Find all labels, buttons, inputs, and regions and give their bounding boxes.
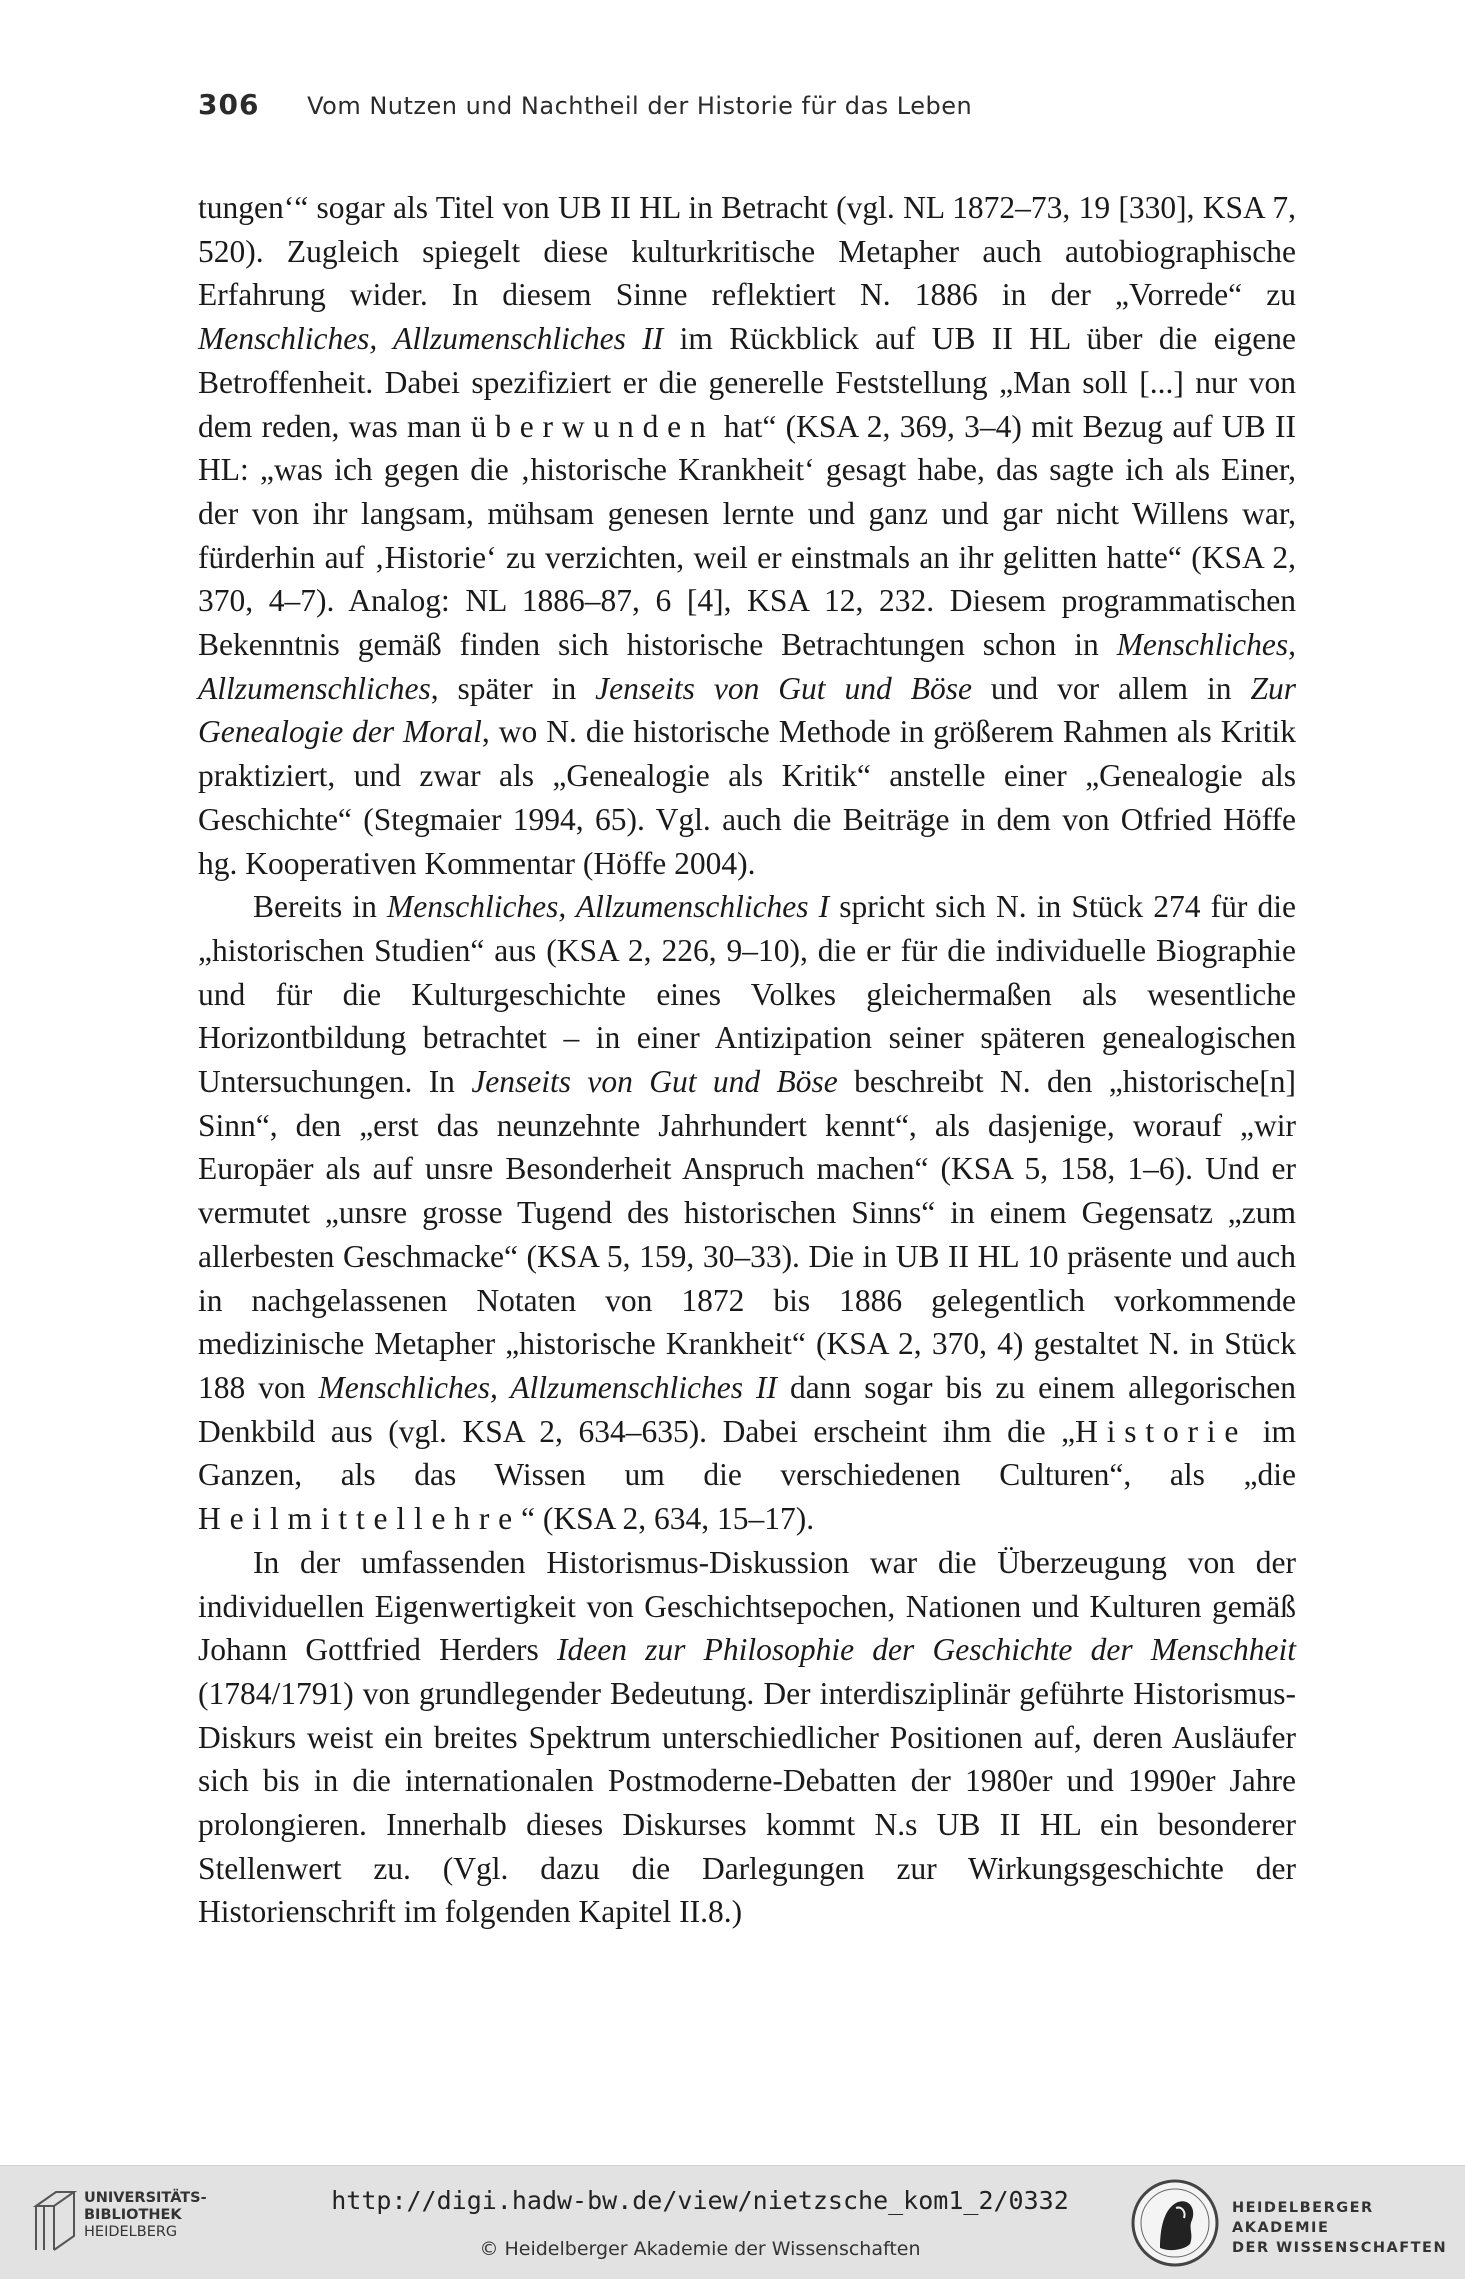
spaced-emphasis: Historie <box>1075 1413 1248 1449</box>
text-run: beschreibt N. den „historische[n] Sinn“, den „erst das neunzehnte Jahrhundert kennt“, als dasjenige, worauf „wir Europäer als auf unsre Besonderheit Anspruch machen“ (KSA 5, 158, 1–6). Und er vermutet „unsre grosse Tugend des historischen Sinns“ in einem Gegensatz „zum allerbesten Geschmacke“ (KSA 5, 159, 30–33). Die in UB II HL 10 präsente und auch in nachgelassenen Notaten von 1872 bis 1886 gelegentlich vorkommende medizinische Metapher „historische Krankheit“ (KSA 2, 370, 4) gestaltet N. in Stück 188 von <box>198 1064 1296 1405</box>
italic-title: Menschliches, Allzumenschliches II <box>318 1369 778 1405</box>
spaced-emphasis: Heilmittellehre <box>198 1501 521 1537</box>
text-run: dann sogar bis zu einem allegorischen Denkbild aus (vgl. KSA 2, 634–635). Dabei erscheint ihm die „ <box>198 1369 1296 1449</box>
library-line-2: BIBLIOTHEK <box>84 2207 182 2223</box>
text-run: hat“ (KSA 2, 369, 3–4) mit Bezug auf UB II HL: „was ich gegen die ‚historische Krankheit‘ gesagt habe, das sagte ich als Einer, der von ihr langsam, mühsam genesen lernte und ganz und gar nicht Willens war, fürderhin auf ‚Historie‘ zu verzichten, weil er einstmals an ihr gelitten hatte“ (KSA 2, 370, 4–7). Analog: NL 1886–87, 6 [4], KSA 12, 232. Diesem programmatischen Bekenntnis gemäß finden sich historische Betrachtungen schon in <box>198 408 1296 663</box>
text-run: (1784/1791) von grundlegender Bedeutung. Der interdisziplinär geführte Historismus-Diskurs weist ein breites Spektrum unterschiedlicher Positionen auf, deren Ausläufer sich bis in die internationalen Postmoderne-Debatten der 1980er und 1990er Jahre prolongieren. Innerhalb dieses Diskurses kommt N.s UB II HL ein besonderer Stellenwert zu. (Vgl. dazu die Darlegungen zur Wirkungsgeschichte der Historienschrift im folgenden Kapitel II.8.) <box>198 1675 1296 1930</box>
academy-name <box>1232 2198 1465 2258</box>
italic-title: Menschliches, Allzumenschliches <box>198 627 1296 706</box>
footer-bar <box>0 2165 1465 2279</box>
text-run: , wo N. die historische Methode in größerem Rahmen als Kritik praktiziert, und zwar als „Genealogie als Kritik“ anstelle einer „Genealogie als Geschichte“ (Stegmaier 1994, 65). Vgl. auch die Beiträge in dem von Otfried Höffe hg. Kooperativen Kommentar (Höffe 2004). <box>198 714 1296 881</box>
text-run: spricht sich N. in Stück 274 für die „historischen Studien“ aus (KSA 2, 226, 9–10), die er für die individuelle Biographie und für die Kulturgeschichte eines Volkes gleichermaßen als wesentliche Horizontbildung betrachtet – in einer Antizipation seiner späteren genealogischen Untersuchungen. In <box>198 889 1296 1100</box>
running-head <box>198 88 1298 121</box>
text-run: , später in <box>430 670 596 706</box>
text-run: In der umfassenden Historismus-Diskussion war die Überzeugung von der individuellen Eigenwertigkeit von Geschichtsepochen, Nationen und Kulturen gemäß Johann Gottfried Herders <box>198 1544 1296 1668</box>
paragraph-3 <box>198 1541 1296 1934</box>
copyright-notice: © Heidelberger Akademie der Wissenschaften <box>479 2238 921 2260</box>
text-run: “ (KSA 2, 634, 15–17). <box>520 1501 815 1537</box>
spaced-emphasis: überwunden <box>470 408 715 444</box>
italic-title: Menschliches, Allzumenschliches II <box>198 321 664 357</box>
academy-line-2: DER WISSENSCHAFTEN <box>1232 2240 1448 2256</box>
library-line-1: UNIVERSITÄTS- <box>84 2190 207 2206</box>
italic-title: Jenseits von Gut und Böse <box>595 670 972 706</box>
text-run: tungen‘“ sogar als Titel von UB II HL in Betracht (vgl. NL 1872–73, 19 [330], KSA 7, 520). Zugleich spiegelt diese kulturkritische Metapher auch autobiographische Erfahrung wider. In diesem Sinne reflektiert N. 1886 in der „Vorrede“ zu <box>198 190 1296 313</box>
italic-title: Zur Genealogie der Moral <box>198 670 1296 750</box>
text-run: Bereits in <box>253 889 387 925</box>
library-line-3: HEIDELBERG <box>84 2224 178 2240</box>
university-library-name <box>84 2190 207 2241</box>
running-title: Vom Nutzen und Nachtheil der Historie für das Leben <box>307 92 973 120</box>
text-run: und vor allem in <box>971 670 1251 706</box>
italic-title: Ideen zur Philosophie der Geschichte der Menschheit <box>557 1632 1296 1668</box>
body-text <box>198 186 1296 1934</box>
italic-title: Jenseits von Gut und Böse <box>471 1064 838 1100</box>
academy-seal-icon <box>1130 2178 1220 2268</box>
paragraph-2 <box>198 885 1296 1541</box>
academy-line-1: HEIDELBERGER AKADEMIE <box>1232 2200 1374 2236</box>
italic-title: Menschliches, Allzumenschliches I <box>386 889 830 925</box>
text-run: im Ganzen, als das Wissen um die verschiedenen Culturen“, als „die <box>198 1413 1296 1493</box>
permalink-url[interactable]: http://digi.hadw-bw.de/view/nietzsche_kom1_2/0332 <box>331 2186 1069 2215</box>
paragraph-1 <box>198 186 1296 885</box>
text-run: im Rückblick auf UB II HL über die eigene Betroffenheit. Dabei spezifiziert er die generelle Feststellung „Man soll [...] nur von dem reden, was man <box>198 321 1296 444</box>
page-number: 306 <box>198 88 260 121</box>
